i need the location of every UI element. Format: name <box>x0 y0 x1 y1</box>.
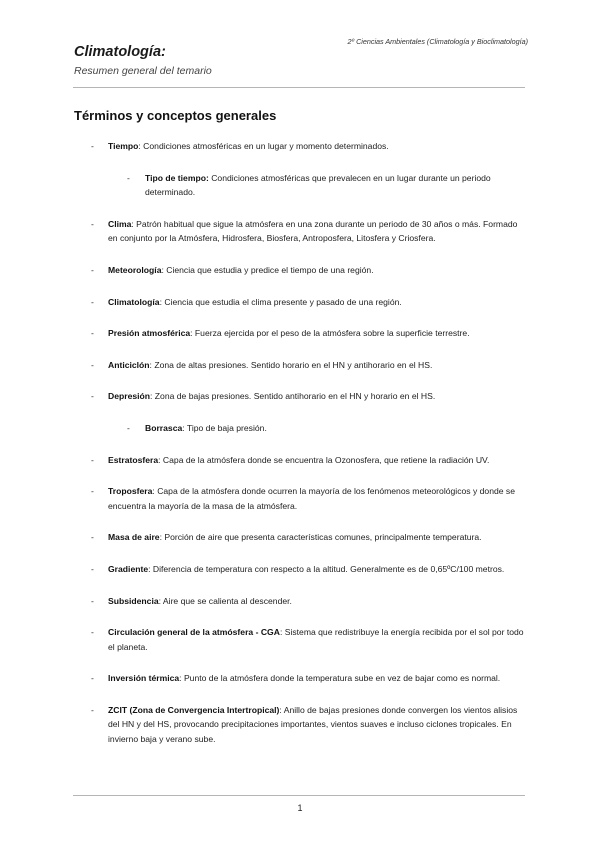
term-definition: : Capa de la atmósfera donde se encuentra la Ozonosfera, que retiene la radiación UV. <box>158 454 490 465</box>
term-item-cga <box>91 625 528 654</box>
term-label: ZCIT (Zona de Convergencia Intertropical) <box>108 704 280 715</box>
term-item-borrasca <box>127 421 528 436</box>
terms-list <box>0 139 600 764</box>
term-label: Presión atmosférica <box>108 328 191 339</box>
term-definition: : Anillo de bajas presiones donde convergen los vientos alisios del HN y del HS, provocando precipitaciones importantes, vientos suaves e incluso ciclones tropicales. En invierno baja y verano sube. <box>108 704 518 745</box>
term-item-gradiente <box>91 562 528 577</box>
term-item-depresion <box>91 389 528 404</box>
list-bullet: - <box>127 172 130 183</box>
term-item-anticiclon <box>91 358 528 373</box>
list-bullet: - <box>91 563 94 574</box>
term-definition: : Zona de bajas presiones. Sentido antihorario en el HN y horario en el HS. <box>150 391 436 402</box>
term-item-estratosfera <box>91 453 528 468</box>
term-label: Clima <box>108 218 132 229</box>
term-definition: : Condiciones atmosféricas en un lugar y momento determinados. <box>138 141 389 151</box>
term-item-masa-de-aire <box>91 530 528 545</box>
term-label: Climatología <box>108 296 160 307</box>
term-label: Meteorología <box>108 264 162 275</box>
term-item-clima <box>91 217 528 246</box>
list-bullet: - <box>91 391 94 402</box>
term-item-tiempo <box>91 139 528 154</box>
list-bullet: - <box>91 296 94 307</box>
list-bullet: - <box>91 595 94 606</box>
list-bullet: - <box>127 422 130 433</box>
term-item-zcit <box>91 703 528 747</box>
term-definition: : Porción de aire que presenta características comunes, principalmente temperatura. <box>159 532 482 543</box>
term-item-tipo-de-tiempo <box>127 171 528 200</box>
document-subtitle: Resumen general del temario <box>74 65 212 77</box>
term-label: Tipo de tiempo: <box>145 172 209 183</box>
header-divider <box>73 87 525 88</box>
term-definition: : Zona de altas presiones. Sentido horario en el HN y antihorario en el HS. <box>149 359 433 370</box>
term-definition: : Ciencia que estudia y predice el tiempo de una región. <box>161 264 374 275</box>
list-bullet: - <box>91 359 94 370</box>
term-item-presion-atmosferica <box>91 326 528 341</box>
list-bullet: - <box>91 704 94 715</box>
term-definition: : Punto de la atmósfera donde la temperatura sube en vez de bajar como es normal. <box>179 673 501 684</box>
term-definition: Condiciones atmosféricas que prevalecen en un lugar durante un periodo determinado. <box>145 172 491 198</box>
list-bullet: - <box>91 328 94 339</box>
list-bullet: - <box>91 673 94 684</box>
term-definition: : Tipo de baja presión. <box>182 422 267 433</box>
list-bullet: - <box>91 264 94 275</box>
footer-divider <box>73 795 525 796</box>
term-item-inversion-termica <box>91 671 528 686</box>
running-header: 2º Ciencias Ambientales (Climatología y Bioclimatología) <box>347 37 528 46</box>
term-label: Troposfera <box>108 486 153 497</box>
term-label: Estratosfera <box>108 454 159 465</box>
term-label: Masa de aire <box>108 532 160 543</box>
term-item-subsidencia <box>91 594 528 609</box>
term-item-meteorologia <box>91 263 528 278</box>
term-label: Borrasca <box>145 422 183 433</box>
list-bullet: - <box>91 454 94 465</box>
term-label: Anticiclón <box>108 359 150 370</box>
list-bullet: - <box>91 486 94 497</box>
term-definition: : Diferencia de temperatura con respecto a la altitud. Generalmente es de 0,65ºC/100 metros. <box>148 563 505 574</box>
term-item-troposfera <box>91 484 528 513</box>
document-title: Climatología: <box>74 44 166 60</box>
page-number: 1 <box>297 803 303 813</box>
term-label: Subsidencia <box>108 595 159 606</box>
term-item-climatologia <box>91 295 528 310</box>
term-definition: : Capa de la atmósfera donde ocurren la mayoría de los fenómenos meteorológicos y donde se encuentra la mayoría de la masa de la atmósfera. <box>108 486 516 511</box>
list-bullet: - <box>91 627 94 638</box>
term-label: Gradiente <box>108 563 149 574</box>
section-heading: Términos y conceptos generales <box>74 108 277 123</box>
term-definition: : Aire que se calienta al descender. <box>158 595 292 606</box>
list-bullet: - <box>91 532 94 543</box>
list-bullet: - <box>91 141 94 151</box>
term-definition: : Patrón habitual que sigue la atmósfera en una zona durante un periodo de 30 años o más. Formado en conjunto por la Atmósfera, Hidrosfera, Biosfera, Antroposfera, Litosfera y Criosfera. <box>108 218 518 244</box>
term-definition: : Ciencia que estudia el clima presente y pasado de una región. <box>159 296 402 307</box>
term-label: Depresión <box>108 391 151 402</box>
term-label: Inversión térmica <box>108 673 180 684</box>
term-definition: : Fuerza ejercida por el peso de la atmósfera sobre la superficie terrestre. <box>190 328 470 339</box>
term-definition: : Sistema que redistribuye la energía recibida por el sol por todo el planeta. <box>108 627 524 652</box>
list-bullet: - <box>91 218 94 229</box>
term-label: Circulación general de la atmósfera - CGA <box>108 627 280 638</box>
term-label: Tiempo <box>108 141 139 151</box>
